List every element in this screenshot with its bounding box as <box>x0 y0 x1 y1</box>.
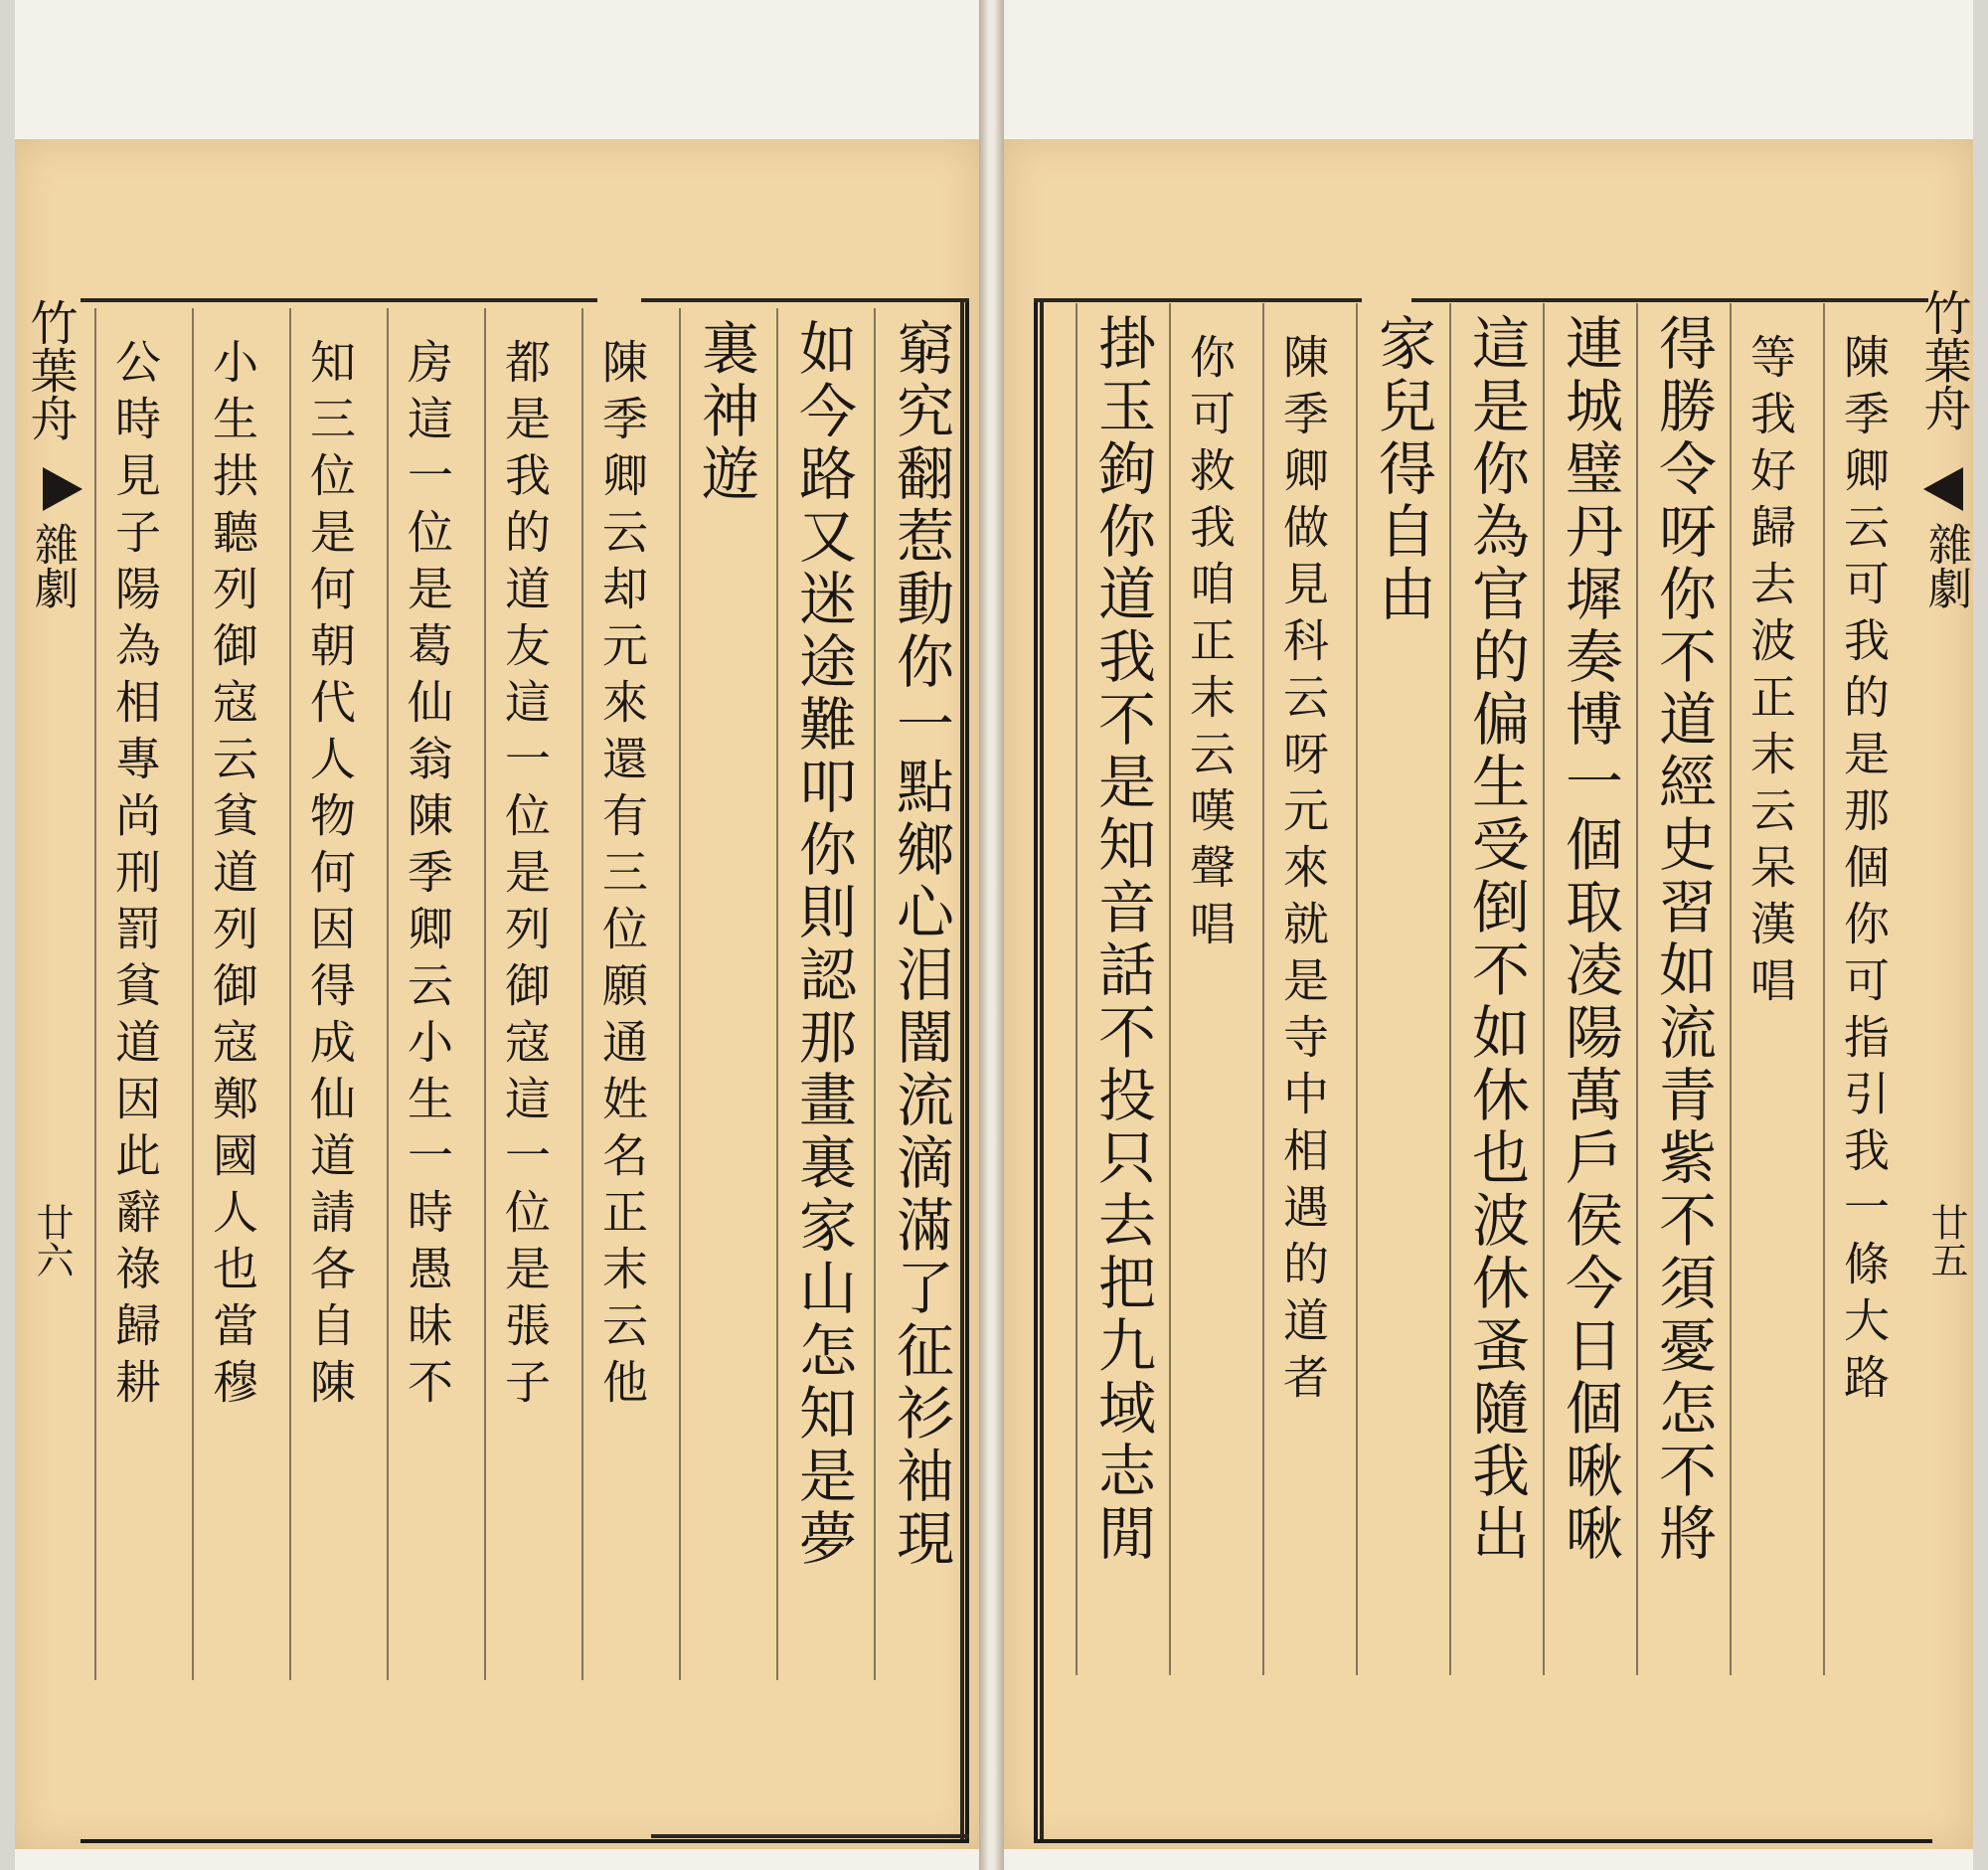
right-margin-title: 竹葉舟 <box>1915 288 1971 431</box>
right-fishtail-mark <box>1923 467 1963 511</box>
right-top-rule <box>1034 298 1362 302</box>
column-rule <box>94 308 96 1680</box>
left-page-column: 公時見子陽為相專尚刑罰貧道因此辭祿歸耕 <box>108 338 162 1415</box>
left-fishtail-mark <box>43 467 83 511</box>
left-folio: 廿六 <box>30 1203 74 1278</box>
column-rule <box>387 308 389 1680</box>
column-rule <box>1823 303 1825 1675</box>
right-page-column: 掛玉鉤你道我不是知音話不投只去把九域志閒 <box>1088 313 1156 1566</box>
right-page-column: 得勝令呀你不道經史習如流青紫不須憂怎不將 <box>1649 313 1717 1566</box>
column-rule <box>1076 303 1077 1675</box>
right-page <box>1004 139 1973 1849</box>
left-page-column: 裏神遊 <box>692 318 759 506</box>
right-folio: 廿五 <box>1924 1203 1968 1278</box>
right-page-column: 你可救我咱正末云嘆聲唱 <box>1183 333 1237 956</box>
column-rule <box>192 308 194 1680</box>
left-margin-section: 雜劇 <box>27 522 78 609</box>
column-rule <box>581 308 583 1680</box>
right-page-column: 這是你為官的偏生受倒不如休也波休蚤隨我出 <box>1462 313 1530 1566</box>
right-page-column: 家兒得自由 <box>1369 313 1436 626</box>
left-page <box>15 139 979 1849</box>
left-page-column: 知三位是何朝代人物何因得成仙道請各自陳 <box>303 338 357 1415</box>
column-rule <box>1356 303 1358 1675</box>
column-rule <box>289 308 291 1680</box>
left-page-column: 都是我的道友這一位是列御寇這一位是張子 <box>498 338 552 1415</box>
right-page-column: 等我好歸去波正末云呆漢唱 <box>1743 333 1797 1013</box>
column-rule <box>1543 303 1545 1675</box>
left-inner-box-rule <box>960 298 964 1839</box>
column-rule <box>874 308 876 1680</box>
left-top-rule-2 <box>641 298 969 302</box>
left-page-column: 陳季卿云却元來還有三位願通姓名正末云他 <box>595 338 649 1415</box>
top-paper-edge-left <box>15 0 979 139</box>
top-paper-edge-right <box>1004 0 1973 139</box>
column-rule <box>1730 303 1732 1675</box>
book-spine <box>979 0 1004 1870</box>
right-page-column: 陳季卿云可我的是那個你可指引我一條大路 <box>1837 333 1891 1410</box>
left-margin-title: 竹葉舟 <box>22 298 78 441</box>
column-rule <box>1262 303 1264 1675</box>
left-page-column: 房這一位是葛仙翁陳季卿云小生一時愚昧不 <box>401 338 454 1415</box>
column-rule <box>1169 303 1171 1675</box>
right-top-rule-2 <box>1411 298 1928 302</box>
left-page-column: 窮究翻惹動你一點鄉心泪闇流滴滿了征衫袖現 <box>887 318 954 1571</box>
column-rule <box>484 308 486 1680</box>
left-page-column: 小生拱聽列御寇云貧道列御寇鄭國人也當穆 <box>206 338 259 1415</box>
right-page-column: 陳季卿做見科云呀元來就是寺中相遇的道者 <box>1276 333 1330 1410</box>
right-page-column: 連城璧丹墀奏博一個取凌陽萬戶侯今日個啾啾 <box>1556 313 1623 1566</box>
column-rule <box>1449 303 1451 1675</box>
right-margin-section: 雜劇 <box>1920 522 1971 609</box>
left-box-bottom-rule <box>651 1834 969 1838</box>
column-rule <box>679 308 681 1680</box>
left-top-rule <box>81 298 597 302</box>
column-rule <box>1636 303 1638 1675</box>
left-page-column: 如今路又迷途難叩你則認那畫裏家山怎知是夢 <box>789 318 857 1571</box>
column-rule <box>776 308 778 1680</box>
right-inner-box-rule <box>1040 298 1044 1839</box>
